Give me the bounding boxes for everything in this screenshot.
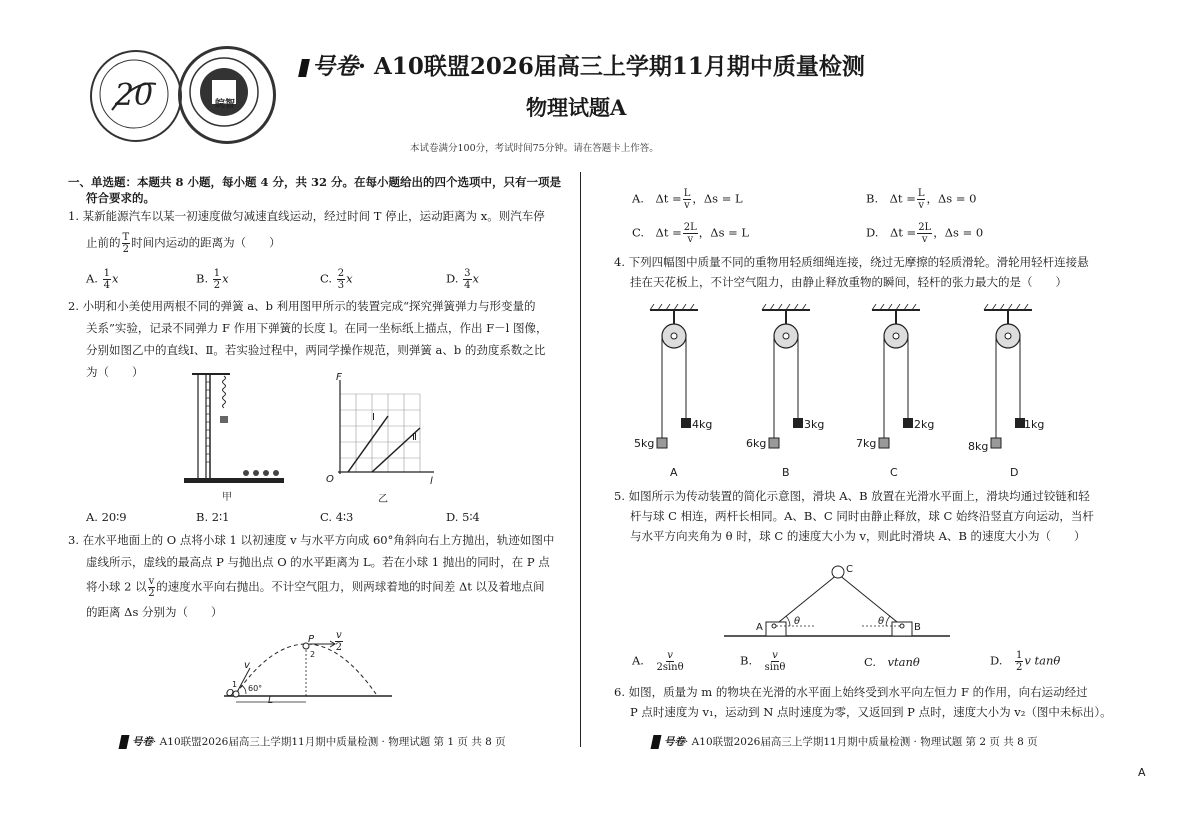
- q1-option-b[interactable]: B. $\frac{1}{2}$ x: [196, 268, 229, 291]
- q2-option-b[interactable]: B. 2∶1: [196, 510, 230, 524]
- q2-line3: 分别如图乙中的直线Ⅰ、Ⅱ。若实验过程中，两同学操作规范，则弹簧 a、b 的劲度系数之比: [86, 343, 546, 357]
- section-heading-line1: 一、单选题：本题共 8 小题，每小题 4 分，共 32 分。在每小题给出的四个选项中，只有一项是: [68, 175, 562, 189]
- q3-label-O: O: [226, 688, 234, 699]
- footer-pen-icon: [119, 735, 130, 749]
- footer-pen-icon: [651, 735, 662, 749]
- q2-option-c[interactable]: C. 4∶3: [320, 510, 354, 524]
- q3-option-c[interactable]: C. Δt = $\frac{2L}{v}$ ，Δs = L: [632, 222, 750, 245]
- q2-line-I: Ⅰ: [372, 412, 375, 423]
- q4-pulley-b: [748, 304, 824, 454]
- q6-line1: 6. 如图，质量为 m 的物块在光滑的水平面上始终受到水平向左恒力 F 的作用，向右运动经过: [614, 685, 1088, 699]
- q2-label-yi: 乙: [378, 494, 388, 505]
- svg-text:20: 20: [114, 78, 154, 113]
- q5-label-theta-left: θ: [794, 616, 801, 627]
- q4-line2: 挂在天花板上，不计空气阻力，由静止释放重物的瞬间，轻杆的张力最大的是（ ）: [630, 275, 1067, 289]
- q3-line3: 将小球 2 以 $\frac{v}{2}$ 的速度水平向右抛出。不计空气阻力，则两球着地的时间差 Δt 以及着地点间: [86, 576, 545, 599]
- q5-option-b[interactable]: B. $\frac{v}{\sin\theta}$: [740, 650, 786, 673]
- q4-pulley-d: [970, 304, 1046, 454]
- q3-line1: 3. 在水平地面上的 O 点将小球 1 以初速度 v 与水平方向成 60°角斜向右上方抛出，轨迹如图中: [68, 533, 555, 547]
- logo-left: [90, 50, 182, 142]
- q5-label-A: A: [756, 622, 763, 633]
- q4-b-label: B: [782, 466, 790, 479]
- page-title: [300, 48, 865, 81]
- q4-d-right-mass: 1kg: [1024, 418, 1045, 431]
- logo-right: [178, 46, 276, 144]
- brand-mark: 号卷: [312, 53, 358, 80]
- q5-option-c[interactable]: C. vtanθ: [864, 655, 920, 669]
- q2-axis-O: O: [326, 474, 334, 485]
- q6-line2: P 点时速度为 v₁，运动到 N 点时速度为零，又返回到 P 点时，速度大小为 v₂（图中未标出）。: [630, 705, 1112, 719]
- q4-b-right-mass: 3kg: [804, 418, 825, 431]
- q1-option-c[interactable]: C. $\frac{2}{3}$ x: [320, 268, 353, 291]
- q2-option-d[interactable]: D. 5∶4: [446, 510, 480, 524]
- corner-mark: A: [1138, 766, 1146, 779]
- q3-option-a[interactable]: A. Δt = $\frac{L}{v}$ ，Δs = L: [632, 188, 743, 211]
- q1-option-d[interactable]: D. $\frac{3}{4}$ x: [446, 268, 479, 291]
- footer-right: 号卷· A10联盟2026届高三上学期11月期中质量检测 · 物理试题 第 2 页 共 8 页: [652, 734, 1038, 749]
- q4-c-right-mass: 2kg: [914, 418, 935, 431]
- q1-line2a: 止前的: [86, 235, 121, 250]
- q1-option-a[interactable]: A. $\frac{1}{4}$ x: [86, 268, 119, 291]
- q2-axis-l: l: [430, 476, 433, 487]
- q2-axis-F: F: [336, 372, 342, 383]
- q3-label-2: 2: [310, 650, 316, 659]
- exam-note: 本试卷满分100分，考试时间75分钟。请在答题卡上作答。: [410, 143, 659, 154]
- q4-c-label: C: [890, 466, 898, 479]
- q3-line4: 的距离 Δs 分别为（ ）: [86, 605, 223, 619]
- title-text: · A10联盟2026届高三上学期11月期中质量检测: [358, 53, 865, 80]
- q5-option-a[interactable]: A. $\frac{v}{2\sin\theta}$: [632, 650, 684, 673]
- footer-left: 号卷· A10联盟2026届高三上学期11月期中质量检测 · 物理试题 第 1 页 共 8 页: [120, 734, 506, 749]
- q5-label-B: B: [914, 622, 921, 633]
- q2-line1: 2. 小明和小美使用两根不同的弹簧 a、b 利用图甲所示的装置完成“探究弹簧弹力与形变量的: [68, 299, 536, 313]
- q2-figure-jia: [180, 370, 290, 486]
- q5-label-theta-right: θ: [878, 616, 885, 627]
- q3-line2: 虚线所示，虚线的最高点 P 与抛出点 O 的水平距离为 L。若在小球 1 抛出的同时，在 P 点: [86, 555, 550, 569]
- q1-fraction: $\frac{T}{2}$: [122, 232, 130, 255]
- q2-line2: 关系”实验，记录不同弹力 F 作用下弹簧的长度 l。在同一坐标纸上描点，作出 F－l 图像，: [86, 321, 548, 335]
- section-heading-line2: 符合要求的。: [86, 191, 155, 205]
- q2-option-a[interactable]: A. 20∶9: [86, 510, 127, 524]
- q3-label-v2: $\frac{v}{2}$: [335, 630, 343, 653]
- q5-line3: 与水平方向夹角为 θ 时，球 C 的速度大小为 v，则此时滑块 A、B 的速度大小为（ ）: [630, 529, 1086, 543]
- q4-d-left-mass: 8kg: [968, 440, 989, 453]
- q3-label-P: P: [308, 634, 315, 645]
- q4-d-label: D: [1010, 466, 1019, 479]
- q4-a-right-mass: 4kg: [692, 418, 713, 431]
- q1-line1: 1. 某新能源汽车以某一初速度做匀减速直线运动，经过时间 T 停止，运动距离为 x。则汽车停: [68, 209, 545, 223]
- brand-pen-icon: [298, 59, 310, 77]
- logo-right-label: 皖智: [215, 99, 235, 110]
- q1-line2b: 时间内运动的距离为（ ）: [131, 235, 281, 250]
- q3-label-1: 1: [232, 680, 238, 689]
- q5-line2: 杆与球 C 相连，两杆长相同。A、B、C 同时由静止释放，球 C 始终沿竖直方向运动，当杆: [630, 509, 1094, 523]
- q2-label-jia: 甲: [222, 492, 232, 503]
- school-emblem-icon: [178, 46, 270, 138]
- q4-a-label: A: [670, 466, 678, 479]
- q1-line2: [86, 232, 281, 255]
- q4-c-left-mass: 7kg: [856, 437, 877, 450]
- column-divider: [580, 172, 581, 747]
- q3-label-angle: 60°: [248, 684, 263, 693]
- q3-label-v: v: [244, 660, 250, 671]
- q3-label-L: L: [268, 696, 274, 706]
- q3-option-d[interactable]: D. Δt = $\frac{2L}{v}$ ，Δs = 0: [866, 222, 984, 245]
- q5-line1: 5. 如图所示为传动装置的简化示意图，滑块 A、B 放置在光滑水平面上，滑块均通过铰链和轻: [614, 489, 1090, 503]
- q3-fraction: $\frac{v}{2}$: [148, 576, 155, 599]
- q4-pulley-a: [636, 304, 712, 454]
- q4-line1: 4. 下列四幅图中质量不同的重物用轻质细绳连接，绕过无摩擦的轻质滑轮。滑轮用轻杆连接悬: [614, 255, 1089, 269]
- q2-line4: 为（ ）: [86, 365, 144, 379]
- subtitle: 物理试题A: [526, 95, 627, 120]
- seal-icon: [90, 50, 178, 138]
- q2-line-II: Ⅱ: [412, 432, 417, 443]
- q5-label-C: C: [846, 564, 853, 575]
- q2-figure-yi: [318, 372, 438, 484]
- q4-pulley-c: [858, 304, 934, 454]
- q5-option-d[interactable]: D. $\frac{1}{2}$ v tanθ: [990, 650, 1061, 673]
- q4-a-left-mass: 5kg: [634, 437, 655, 450]
- q3-option-b[interactable]: B. Δt = $\frac{L}{v}$ ，Δs = 0: [866, 188, 977, 211]
- q4-b-left-mass: 6kg: [746, 437, 767, 450]
